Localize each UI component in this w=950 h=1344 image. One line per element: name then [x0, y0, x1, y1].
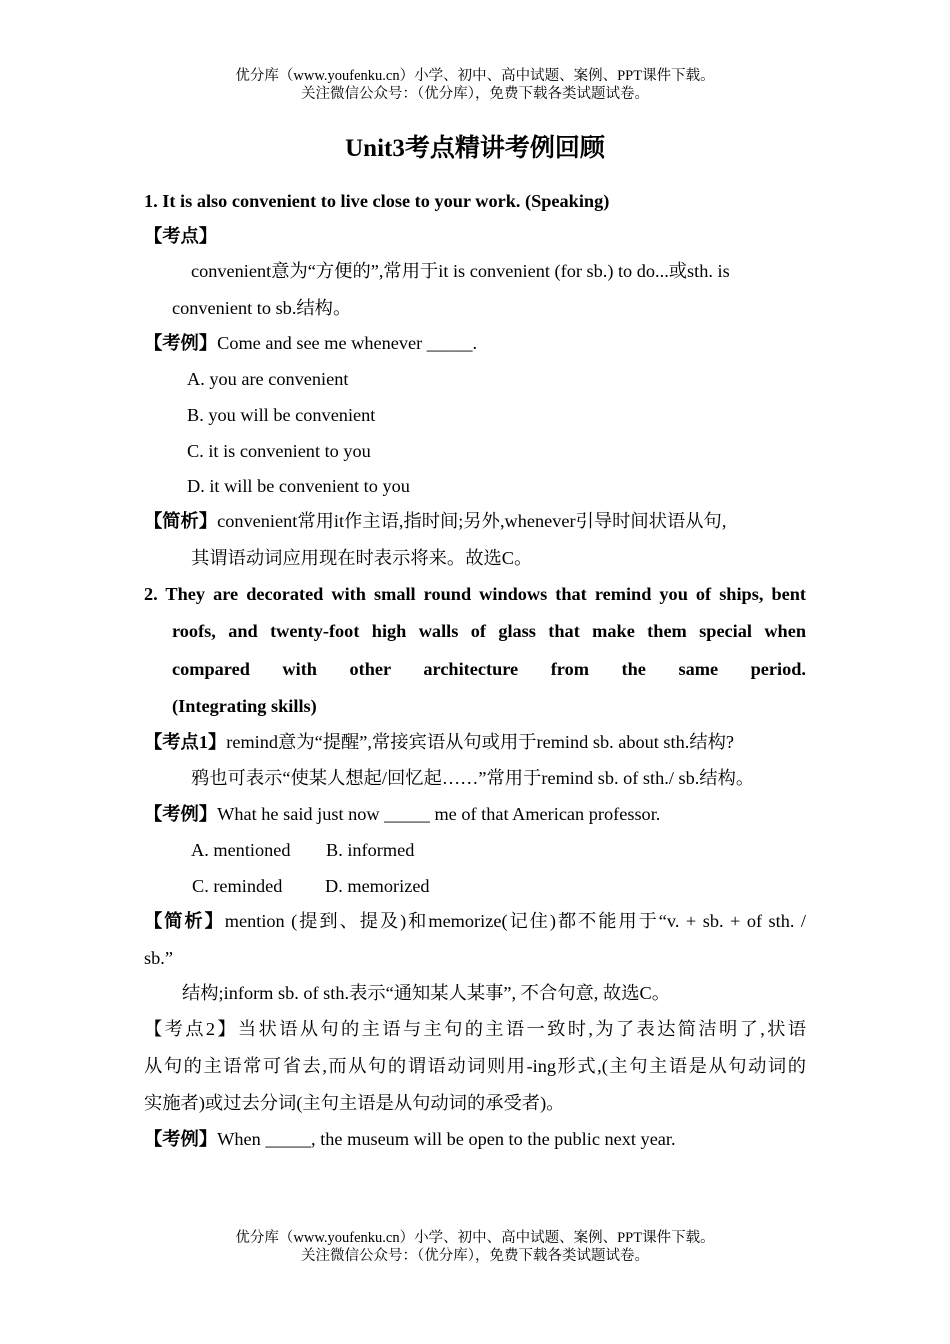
- item2-example2: [144, 1127, 676, 1151]
- item1-analysis-tag: 【简析】: [144, 511, 218, 531]
- item2-sentence-line2: roofs, and twenty-foot high walls of glass that make them special when: [172, 621, 806, 641]
- item2-analysis1-line2: sb.”: [144, 948, 173, 968]
- item2-analysis1-line1: mention (提到、提及)和memorize(记住)都不能用于“v. + sb. + of sth. /: [224, 911, 807, 931]
- item1-option-a: A. you are convenient: [187, 369, 349, 389]
- item2-point1: [144, 730, 734, 754]
- item2-point2-line3: 实施者)或过去分词(主句主语是从句动词的承受者)。: [144, 1093, 565, 1113]
- item2-point2-line2: 从句的主语常可省去,而从句的谓语动词则用-ing形式,(主句主语是从句动词的: [144, 1056, 806, 1076]
- item2-option-d: D. memorized: [325, 876, 430, 896]
- item1-option-b: B. you will be convenient: [187, 405, 376, 425]
- item1-analysis-line1: convenient常用it作主语,指时间;另外,whenever引导时间状语从句,: [217, 511, 727, 531]
- item2-point1-line1: remind意为“提醒”,常接宾语从句或用于remind sb. about sth.结构?: [226, 732, 735, 752]
- page-footer: [0, 1229, 950, 1265]
- item1-option-d: D. it will be convenient to you: [187, 476, 410, 496]
- item2-option-c: C. reminded: [192, 876, 283, 896]
- item2-point1-tag: 【考点1】: [144, 732, 227, 752]
- item1-analysis-line2: 其谓语动词应用现在时表示将来。故选C。: [191, 548, 533, 568]
- item2-sentence-line3: compared with other architecture from the same period.: [172, 659, 806, 679]
- item1-example-text: Come and see me whenever _____.: [217, 333, 478, 353]
- item2-example1-text: What he said just now _____ me of that American professor.: [217, 804, 661, 824]
- item1-option-c: C. it is convenient to you: [187, 441, 371, 461]
- item1-point-line1: convenient意为“方便的”,常用于it is convenient (for sb.) to do...或sth. is: [191, 261, 730, 281]
- item2-example1: [144, 802, 660, 826]
- item1-example-tag: 【考例】: [144, 333, 218, 353]
- item1-example: [144, 331, 477, 355]
- item1-point-tag: 【考点】: [144, 226, 218, 246]
- item1-analysis: [144, 509, 726, 533]
- footer-line-1: 优分库（www.youfenku.cn）小学、初中、高中试题、案例、PPT课件下载。: [235, 1230, 715, 1246]
- item2-analysis1-tag: 【简析】: [144, 911, 225, 931]
- page-title: Unit3考点精讲考例回顾: [345, 135, 605, 162]
- item2-analysis1: [144, 909, 806, 933]
- item2-example1-tag: 【考例】: [144, 804, 218, 824]
- item2-analysis1-line3: 结构;inform sb. of sth.表示“通知某人某事”, 不合句意, 故选C。: [182, 983, 670, 1003]
- item2-sentence-line1: 2. They are decorated with small round windows that remind you of ships, bent: [144, 584, 806, 604]
- item2-example2-text: When _____, the museum will be open to the public next year.: [217, 1129, 676, 1149]
- item2-point1-line2: 鸦也可表示“使某人想起/回忆起……”常用于remind sb. of sth./ sb.结构。: [191, 768, 755, 788]
- header-line-2: 关注微信公众号：（优分库），免费下载各类试题试卷。: [301, 86, 649, 102]
- page-header: [0, 67, 950, 103]
- item2-option-b: B. informed: [326, 840, 415, 860]
- item2-example2-tag: 【考例】: [144, 1129, 218, 1149]
- footer-line-2: 关注微信公众号：（优分库），免费下载各类试题试卷。: [301, 1248, 649, 1264]
- item2-option-a: A. mentioned: [191, 840, 291, 860]
- item2-sentence-line4: (Integrating skills): [172, 696, 317, 716]
- item2-point2-line1: 【考点2】当状语从句的主语与主句的主语一致时,为了表达简洁明了,状语: [144, 1019, 806, 1039]
- item1-sentence: 1. It is also convenient to live close to your work. (Speaking): [144, 191, 610, 211]
- header-line-1: 优分库（www.youfenku.cn）小学、初中、高中试题、案例、PPT课件下载。: [235, 68, 715, 84]
- item1-point-line2: convenient to sb.结构。: [172, 298, 352, 318]
